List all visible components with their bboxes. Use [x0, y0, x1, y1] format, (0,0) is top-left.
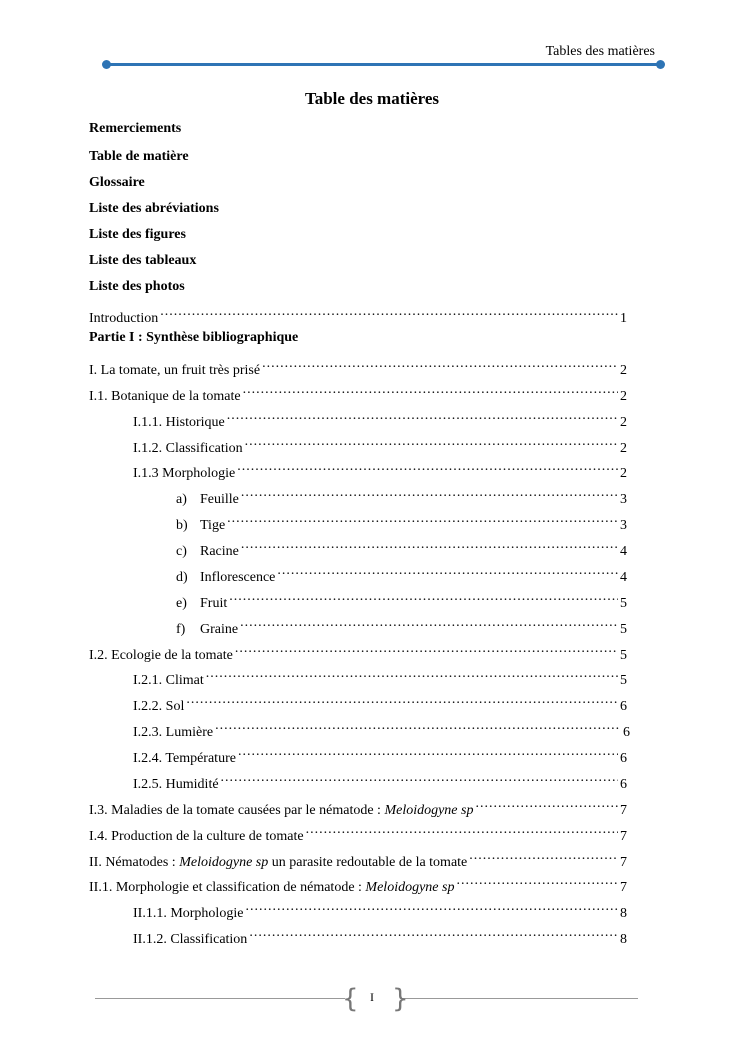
front-matter-item: Liste des photos: [89, 279, 185, 294]
toc-entry[interactable]: II. Nématodes : Meloidogyne sp un parasite redoutable de la tomate ..... 7: [89, 846, 627, 866]
toc-entry[interactable]: I.4. Production de la culture de tomate ..... 7: [89, 820, 627, 840]
toc-entry[interactable]: I.2.4. Température ..... 6: [133, 742, 627, 762]
header-rule-dot-right: [656, 60, 665, 69]
toc-entry[interactable]: d) Inflorescence ..... 4: [176, 561, 627, 581]
footer-brace-right: }: [392, 984, 409, 1014]
toc-entry[interactable]: I.1.2. Classification ..... 2: [133, 432, 627, 452]
front-matter-item: Remerciements: [89, 121, 182, 136]
toc-entry[interactable]: b) Tige ..... 3: [176, 509, 627, 529]
page-number: I: [370, 990, 374, 1004]
toc-entry[interactable]: I.1. Botanique de la tomate ..... 2: [89, 380, 627, 400]
toc-entry[interactable]: II.1. Morphologie et classification de nématode : Meloidogyne sp ..... 7: [89, 871, 627, 891]
toc-entry[interactable]: c) Racine ..... 4: [176, 535, 627, 555]
front-matter-item: Table de matière: [89, 149, 189, 164]
toc-section-heading: Partie I : Synthèse bibliographique: [89, 330, 299, 345]
page-title: Table des matières: [304, 89, 440, 108]
toc-entry[interactable]: I.2. Ecologie de la tomate ..... 5: [89, 639, 627, 659]
toc-entry[interactable]: I.2.1. Climat ..... 5: [133, 664, 627, 684]
toc-entry[interactable]: II.1.2. Classification ..... 8: [133, 923, 627, 943]
running-header: Tables des matières: [545, 44, 655, 59]
header-rule: [106, 63, 660, 66]
toc-entry[interactable]: I.3. Maladies de la tomate causées par le nématode : Meloidogyne sp ..... 7: [89, 794, 627, 814]
front-matter-item: Liste des abréviations: [89, 201, 219, 216]
toc-entry[interactable]: I. La tomate, un fruit très prisé ..... 2: [89, 354, 627, 374]
toc-entry[interactable]: I.1.3 Morphologie ..... 2: [133, 457, 627, 477]
toc-entry[interactable]: I.2.2. Sol ..... 6: [133, 690, 627, 710]
toc-entry[interactable]: e) Fruit ..... 5: [176, 587, 627, 607]
toc-entry[interactable]: Introduction ..... 1: [89, 302, 627, 322]
toc-entry[interactable]: I.2.5. Humidité ..... 6: [133, 768, 627, 788]
front-matter-item: Liste des figures: [89, 227, 186, 242]
toc-entry[interactable]: f) Graine ..... 5: [176, 613, 627, 633]
front-matter-item: Glossaire: [89, 175, 145, 190]
footer-brace-left: {: [342, 984, 359, 1014]
front-matter-item: Liste des tableaux: [89, 253, 197, 268]
toc-entry[interactable]: a) Feuille ..... 3: [176, 483, 627, 503]
toc-entry[interactable]: I.1.1. Historique ..... 2: [133, 406, 627, 426]
toc-entry[interactable]: I.2.3. Lumière ..... 6: [133, 716, 630, 736]
toc-entry[interactable]: II.1.1. Morphologie ..... 8: [133, 897, 627, 917]
header-rule-dot-left: [102, 60, 111, 69]
